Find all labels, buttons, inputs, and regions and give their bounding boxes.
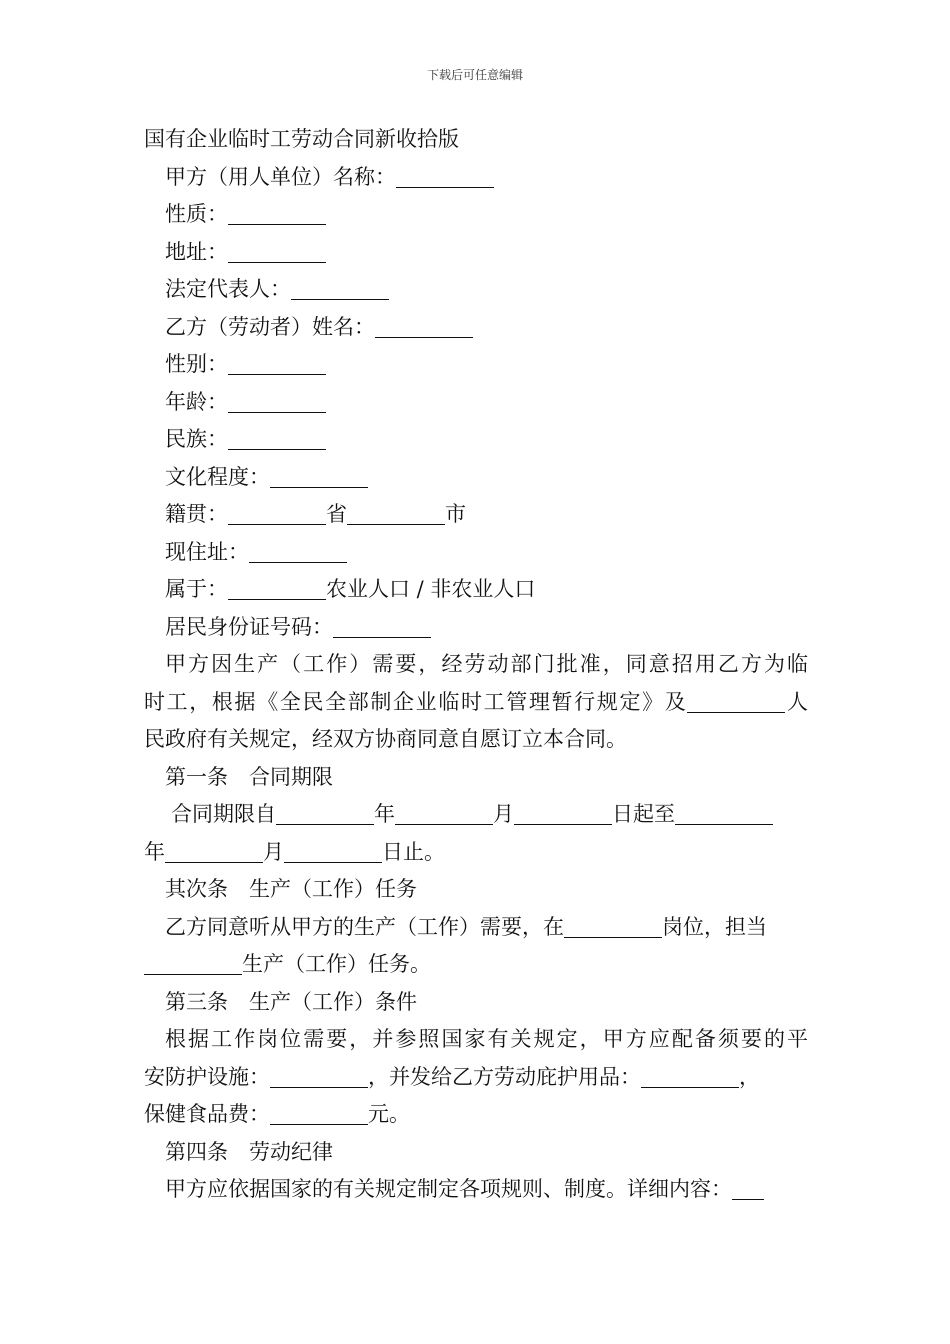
- article-4-line1: [144, 1171, 808, 1209]
- field-label: 民族：: [165, 427, 228, 451]
- article-1-line1: [144, 796, 808, 834]
- field-ethnicity: [144, 421, 808, 459]
- field-label: 属于：: [165, 577, 228, 601]
- article-2-line2: [144, 946, 808, 984]
- article-text: 保健食品费：: [144, 1102, 270, 1126]
- blank-line[interactable]: [396, 163, 494, 188]
- blank-line[interactable]: [675, 800, 773, 825]
- page-header: 下载后可任意编辑: [426, 68, 523, 82]
- article-text: 日止。: [382, 839, 445, 864]
- article-3-heading: 第三条 生产（工作）条件: [165, 989, 417, 1014]
- field-label: 现住址：: [165, 539, 249, 564]
- blank-line[interactable]: [228, 575, 326, 600]
- field-party-a-name: [144, 159, 808, 197]
- population-type: 农业人口 / 非农业人口: [326, 577, 536, 601]
- blank-line[interactable]: [347, 500, 445, 525]
- field-label: 法定代表人：: [165, 277, 291, 301]
- month-label: 月: [493, 802, 514, 826]
- blank-line[interactable]: [276, 800, 374, 825]
- field-label: 年龄：: [165, 389, 228, 414]
- city-label: 市: [445, 502, 466, 526]
- contract-body: [144, 121, 808, 1209]
- field-label: 居民身份证号码：: [165, 614, 333, 639]
- year-label: 年: [144, 839, 165, 864]
- blank-line[interactable]: [144, 950, 242, 975]
- blank-line[interactable]: [291, 275, 389, 300]
- province-label: 省: [326, 502, 347, 526]
- field-label: 性别：: [165, 352, 228, 376]
- field-current-address: [144, 534, 808, 572]
- blank-line[interactable]: [641, 1063, 739, 1088]
- field-label: 文化程度：: [165, 464, 270, 489]
- article-text: 日起至: [612, 802, 675, 826]
- intro-paragraph-line1: 甲方因生产（工作）需要，经劳动部门批准，同意招用乙方为临: [165, 652, 808, 676]
- blank-line[interactable]: [228, 425, 326, 450]
- article-4-heading: 第四条 劳动纪律: [165, 1139, 333, 1164]
- blank-line[interactable]: [732, 1175, 764, 1200]
- year-label: 年: [374, 802, 395, 826]
- field-legal-rep: [144, 271, 808, 309]
- blank-line[interactable]: [333, 613, 431, 638]
- article-3-line2: [144, 1059, 808, 1097]
- blank-line[interactable]: [270, 1063, 368, 1088]
- article-text: ，: [739, 1064, 760, 1089]
- intro-paragraph-line2: [144, 684, 808, 722]
- article-3-line3: [144, 1096, 808, 1134]
- blank-line[interactable]: [228, 350, 326, 375]
- article-text: 甲方应依据国家的有关规定制定各项规则、制度。详细内容：: [165, 1177, 732, 1201]
- intro-text: 时工，根据《全民全部制企业临时工管理暂行规定》及: [144, 689, 688, 714]
- blank-line[interactable]: [687, 688, 785, 713]
- field-label: 籍贯：: [165, 502, 228, 526]
- article-3-line1: 根据工作岗位需要，并参照国家有关规定，甲方应配备须要的平: [165, 1027, 808, 1051]
- field-nature: [144, 196, 808, 234]
- field-label: 乙方（劳动者）姓名：: [165, 314, 375, 339]
- blank-line[interactable]: [228, 238, 326, 263]
- blank-line[interactable]: [165, 838, 263, 863]
- intro-paragraph-line3: 民政府有关规定，经双方协商同意自愿订立本合同。: [144, 727, 627, 751]
- blank-line[interactable]: [228, 388, 326, 413]
- blank-line[interactable]: [228, 500, 326, 525]
- article-text: 元。: [368, 1102, 410, 1126]
- blank-line[interactable]: [564, 913, 662, 938]
- field-party-b-name: [144, 309, 808, 347]
- field-age: [144, 384, 808, 422]
- field-label: 性质：: [165, 202, 228, 226]
- article-text: 安防护设施：: [144, 1064, 270, 1089]
- article-text: 岗位，担当: [662, 914, 767, 939]
- field-address: [144, 234, 808, 272]
- article-text: 生产（工作）任务。: [242, 952, 431, 976]
- blank-line[interactable]: [228, 200, 326, 225]
- field-id-number: [144, 609, 808, 647]
- field-label: 甲方（用人单位）名称：: [165, 164, 396, 189]
- article-1-line2: [144, 834, 808, 872]
- article-text: 乙方同意听从甲方的生产（工作）需要，在: [165, 914, 564, 939]
- blank-line[interactable]: [270, 463, 368, 488]
- field-native-place: [144, 496, 808, 534]
- blank-line[interactable]: [514, 800, 612, 825]
- article-2-heading: 其次条 生产（工作）任务: [165, 877, 417, 901]
- field-education: [144, 459, 808, 497]
- article-text: ，并发给乙方劳动庇护用品：: [368, 1064, 641, 1089]
- blank-line[interactable]: [270, 1100, 368, 1125]
- document-title: 国有企业临时工劳动合同新收拾版: [144, 127, 459, 151]
- article-1-heading: 第一条 合同期限: [165, 764, 333, 789]
- article-text: 合同期限自: [171, 802, 276, 826]
- blank-line[interactable]: [284, 838, 382, 863]
- field-gender: [144, 346, 808, 384]
- month-label: 月: [263, 839, 284, 864]
- field-label: 地址：: [165, 239, 228, 264]
- intro-text: 人: [785, 689, 808, 714]
- blank-line[interactable]: [375, 313, 473, 338]
- blank-line[interactable]: [249, 538, 347, 563]
- field-belongs-to: [144, 571, 808, 609]
- article-2-line1: [144, 909, 808, 947]
- blank-line[interactable]: [395, 800, 493, 825]
